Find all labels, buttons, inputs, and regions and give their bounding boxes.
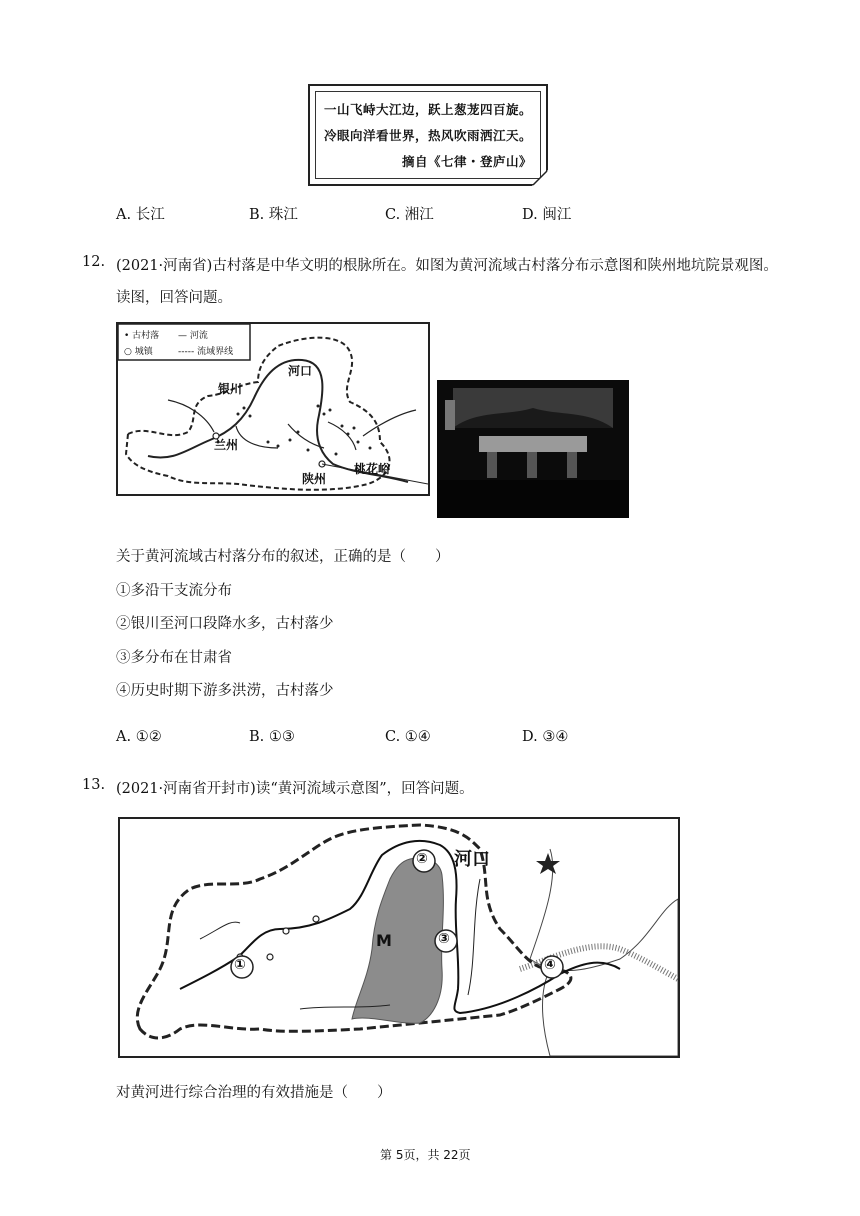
- capital-star-icon: [536, 853, 560, 874]
- marker-2: ②: [416, 851, 428, 867]
- page-footer: 第 5页，共 22页: [380, 1148, 471, 1162]
- legend-river: — 河流: [178, 331, 208, 341]
- q11-option-a[interactable]: A. 长江: [116, 207, 165, 223]
- marker-1: ①: [234, 957, 246, 973]
- label-lanzhou: 兰州: [214, 438, 239, 452]
- courtyard-photo-drawing: [437, 380, 629, 518]
- q12-statement-3: ③多分布在甘肃省: [116, 650, 232, 666]
- label-shanzhou: 陕州: [302, 472, 327, 486]
- page-curl-icon: [532, 170, 548, 186]
- q12-option-a[interactable]: A. ①②: [116, 729, 162, 745]
- label-hekou-2: 河口: [454, 849, 490, 870]
- yellow-river-basin-map: [118, 817, 680, 1058]
- label-yinchuan: 银川: [218, 382, 243, 396]
- q12-option-b[interactable]: B. ①③: [249, 729, 295, 745]
- q12-stem: 关于黄河流域古村落分布的叙述，正确的是（ ）: [116, 549, 450, 565]
- q12-option-c[interactable]: C. ①④: [385, 729, 431, 745]
- basin-map-drawing: [120, 819, 678, 1056]
- legend-village: • 古村落: [124, 331, 160, 341]
- q12-option-d[interactable]: D. ③④: [522, 729, 569, 745]
- marker-4: ④: [544, 957, 556, 973]
- q12-number: 12.: [82, 254, 106, 270]
- marker-3: ③: [438, 931, 450, 947]
- q12-statement-2: ②银川至河口段降水多，古村落少: [116, 616, 334, 632]
- q13-intro: (2021·河南省开封市)读“黄河流域示意图”，回答问题。: [116, 781, 474, 797]
- label-hekou: 河口: [288, 364, 313, 378]
- q12-intro-line1: (2021·河南省)古村落是中华文明的根脉所在。如图为黄河流域古村落分布示意图和陕州地坑院景观图。: [116, 258, 778, 274]
- pit-courtyard-photo: [437, 380, 629, 518]
- poem-line-2: 冷眼向洋看世界，热风吹雨洒江天。: [324, 128, 533, 143]
- label-taohuayu: 桃花峪: [354, 462, 391, 476]
- marker-m: M: [376, 931, 392, 950]
- poem-source: 摘自《七律・登庐山》: [401, 154, 532, 169]
- q11-option-c[interactable]: C. 湘江: [385, 207, 434, 223]
- legend-town: ○ 城镇: [124, 347, 153, 357]
- q11-option-d[interactable]: D. 闽江: [522, 207, 572, 223]
- poem-line-1: 一山飞峙大江边，跃上葱茏四百旋。: [324, 102, 533, 117]
- q11-option-b[interactable]: B. 珠江: [249, 207, 298, 223]
- poem-box: [308, 84, 548, 186]
- q12-statement-4: ④历史时期下游多洪涝，古村落少: [116, 683, 334, 699]
- q13-number: 13.: [82, 777, 106, 793]
- yellow-river-village-map: [116, 322, 430, 496]
- q13-stem: 对黄河进行综合治理的有效措施是（ ）: [116, 1085, 392, 1101]
- q12-statement-1: ①多沿干支流分布: [116, 583, 232, 599]
- legend-boundary: ----- 流域界线: [178, 347, 234, 357]
- q12-intro-line2: 读图，回答问题。: [116, 290, 232, 306]
